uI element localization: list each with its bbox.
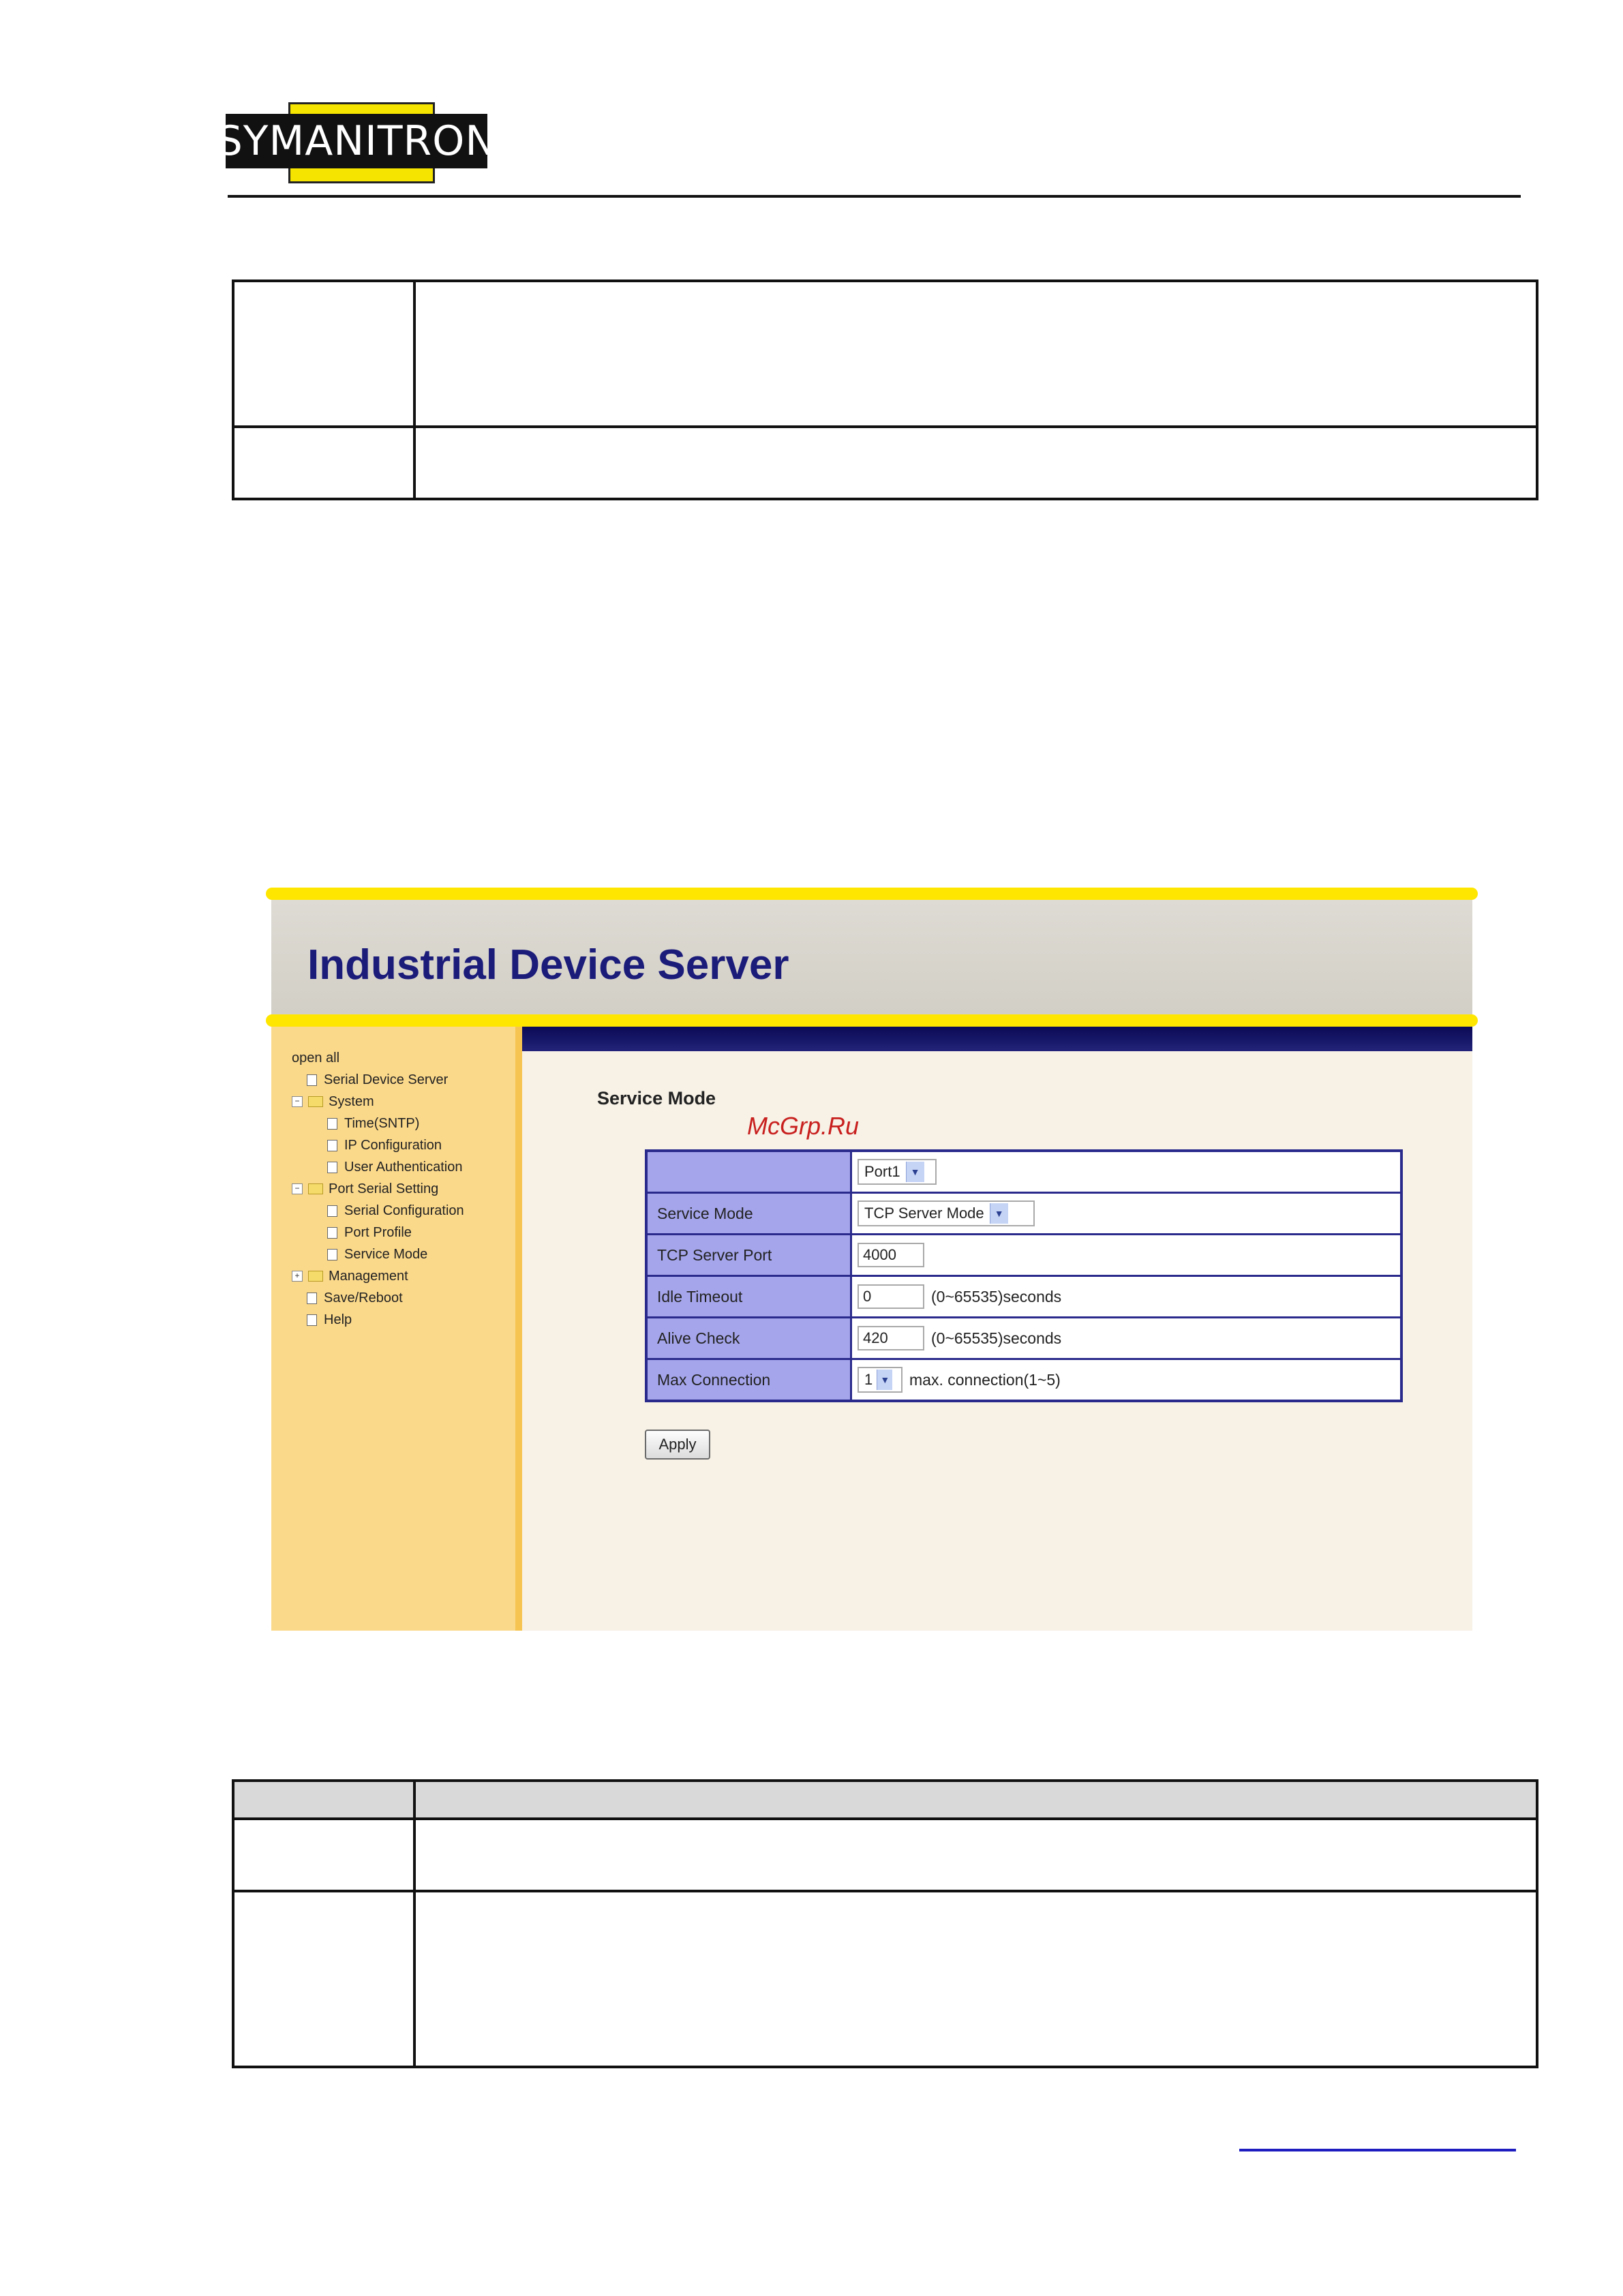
idle-timeout-label: Idle Timeout	[648, 1277, 852, 1316]
table-row	[233, 281, 1537, 427]
table-cell	[414, 1819, 1537, 1891]
table-cell	[414, 1891, 1537, 2067]
table-cell	[414, 427, 1537, 499]
max-connection-hint: max. connection(1~5)	[909, 1370, 1061, 1389]
page-title: Service Mode	[597, 1088, 716, 1108]
form-value	[852, 1152, 1400, 1192]
page-icon	[327, 1118, 337, 1130]
chevron-down-icon: ▼	[990, 1203, 1008, 1224]
idle-timeout-input[interactable]: 0	[858, 1284, 924, 1309]
table-row	[233, 1819, 1537, 1891]
form-row-alive-check	[648, 1318, 1400, 1360]
sidebar-item-serial-configuration[interactable]: Serial Configuration	[292, 1200, 464, 1222]
page-icon	[327, 1162, 337, 1173]
form-row-tcp-port	[648, 1235, 1400, 1277]
logo-black-band	[216, 114, 497, 168]
collapse-icon[interactable]: −	[292, 1183, 303, 1194]
service-mode-select[interactable]	[858, 1200, 1035, 1226]
form-label-empty	[648, 1152, 852, 1192]
expand-icon[interactable]: +	[292, 1271, 303, 1282]
table-row	[233, 427, 1537, 499]
page-icon	[327, 1140, 337, 1151]
sidebar-item-service-mode[interactable]: Service Mode	[292, 1243, 464, 1265]
service-mode-form	[645, 1149, 1403, 1402]
banner-bottom-yellow-line	[266, 1014, 1478, 1027]
service-mode-select-value: TCP Server Mode	[864, 1205, 984, 1222]
chevron-down-icon: ▼	[906, 1162, 924, 1182]
page-icon	[327, 1205, 337, 1217]
folder-icon	[308, 1271, 323, 1282]
service-mode-label: Service Mode	[648, 1194, 852, 1233]
sidebar-item-user-authentication[interactable]: User Authentication	[292, 1156, 464, 1178]
chevron-down-icon: ▼	[877, 1370, 892, 1390]
footer-link-underline[interactable]	[1239, 2149, 1516, 2151]
form-row-port	[648, 1152, 1400, 1194]
doc-table-bottom	[232, 1779, 1538, 2068]
sidebar-item-time-sntp[interactable]: Time(SNTP)	[292, 1113, 464, 1134]
page-icon	[327, 1249, 337, 1260]
page-icon	[327, 1227, 337, 1239]
sidebar-item-ip-configuration[interactable]: IP Configuration	[292, 1134, 464, 1156]
table-cell	[233, 281, 414, 427]
idle-timeout-hint: (0~65535)seconds	[931, 1287, 1062, 1305]
collapse-icon[interactable]: −	[292, 1096, 303, 1107]
sidebar-item-port-profile[interactable]: Port Profile	[292, 1222, 464, 1243]
sidebar-item-serial-device-server[interactable]: Serial Device Server	[292, 1069, 464, 1091]
alive-check-hint: (0~65535)seconds	[931, 1329, 1062, 1347]
form-row-max-connection	[648, 1360, 1400, 1400]
symanitron-logo	[216, 102, 497, 183]
top-nav-bar	[522, 1027, 1472, 1051]
table-cell	[233, 1891, 414, 2067]
nav-tree	[292, 1047, 464, 1331]
port-select[interactable]	[858, 1159, 937, 1185]
table-header-row	[233, 1781, 1537, 1819]
banner-title: Industrial Device Server	[307, 941, 789, 988]
form-value	[852, 1235, 1400, 1275]
page-icon	[307, 1074, 317, 1086]
form-value	[852, 1277, 1400, 1316]
sidebar	[271, 1027, 522, 1631]
main-content	[522, 1027, 1472, 1631]
table-cell	[233, 1819, 414, 1891]
open-all-link[interactable]: open all	[292, 1051, 340, 1066]
alive-check-input[interactable]: 420	[858, 1326, 924, 1350]
banner	[271, 900, 1472, 1014]
page-icon	[307, 1293, 317, 1304]
doc-table-top	[232, 280, 1538, 500]
header-rule	[228, 195, 1521, 198]
sidebar-item-port-serial-setting[interactable]: − Port Serial Setting	[292, 1178, 464, 1200]
table-cell	[414, 281, 1537, 427]
port-select-value: Port1	[864, 1163, 900, 1180]
sidebar-item-system[interactable]: − System	[292, 1091, 464, 1113]
alive-check-label: Alive Check	[648, 1318, 852, 1358]
logo-text: SYMANITRON	[216, 117, 497, 165]
form-row-idle-timeout	[648, 1277, 1400, 1318]
max-connection-select-value: 1	[864, 1371, 873, 1388]
watermark: McGrp.Ru	[747, 1112, 860, 1140]
table-cell	[233, 427, 414, 499]
form-value	[852, 1318, 1400, 1358]
folder-icon	[308, 1096, 323, 1107]
table-header-cell	[414, 1781, 1537, 1819]
sidebar-item-help[interactable]: Help	[292, 1309, 464, 1331]
device-server-screenshot	[266, 888, 1478, 1631]
page-icon	[307, 1314, 317, 1326]
tcp-server-port-input[interactable]: 4000	[858, 1243, 924, 1267]
form-value	[852, 1360, 1400, 1400]
max-connection-label: Max Connection	[648, 1360, 852, 1400]
sidebar-item-save-reboot[interactable]: Save/Reboot	[292, 1287, 464, 1309]
folder-icon	[308, 1183, 323, 1194]
form-row-service-mode	[648, 1194, 1400, 1235]
sidebar-item-management[interactable]: + Management	[292, 1265, 464, 1287]
tcp-server-port-label: TCP Server Port	[648, 1235, 852, 1275]
banner-top-yellow-line	[266, 888, 1478, 900]
table-row	[233, 1891, 1537, 2067]
apply-button[interactable]: Apply	[645, 1430, 710, 1460]
table-header-cell	[233, 1781, 414, 1819]
max-connection-select[interactable]	[858, 1367, 902, 1393]
form-value	[852, 1194, 1400, 1233]
